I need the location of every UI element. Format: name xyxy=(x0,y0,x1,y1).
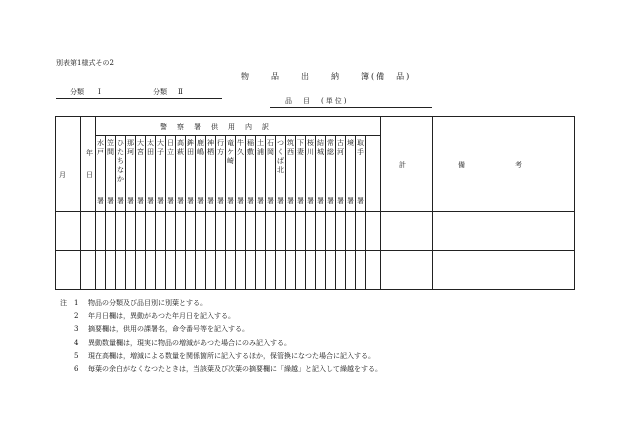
form-id: 別表第1様式その2 xyxy=(56,59,114,67)
note-number: 3 xyxy=(74,325,79,334)
station-suffix: 署 xyxy=(177,197,184,205)
station-suffix: 署 xyxy=(237,197,244,205)
station-name: 桜 川 xyxy=(307,139,314,156)
station-suffix: 署 xyxy=(97,197,104,205)
station-name: 鹿 嶋 xyxy=(197,139,204,156)
station-suffix: 署 xyxy=(197,197,204,205)
station-name: 竜 ケ 崎 xyxy=(227,139,234,165)
note-item xyxy=(60,337,382,350)
station-suffix: 署 xyxy=(297,197,304,205)
station-name: 日 立 xyxy=(167,139,174,156)
station-suffix: 署 xyxy=(307,197,314,205)
notes-section xyxy=(60,297,382,376)
station-suffix: 署 xyxy=(157,197,164,205)
station-suffix: 署 xyxy=(167,197,174,205)
note-item xyxy=(60,310,382,323)
station-name: 神 栖 xyxy=(207,139,214,156)
note-text: 年月日欄は，異動があつた年月日を記入する。 xyxy=(88,312,235,321)
grid-line xyxy=(365,136,366,289)
station-name: 鉾 田 xyxy=(187,139,194,156)
note-number: 6 xyxy=(74,365,79,374)
station-suffix: 署 xyxy=(277,197,284,205)
document-title: 物 品 出 納 簿(備 品) xyxy=(241,72,412,81)
station-suffix: 署 xyxy=(317,197,324,205)
classification-1-label: 分類 xyxy=(70,88,84,96)
station-name: 石 岡 xyxy=(267,139,274,156)
note-text: 毎葉の余白がなくなつたときは，当該葉及び次葉の摘要欄に「繰越」と記入して繰越をする。 xyxy=(88,365,382,374)
station-name: 稲 敷 xyxy=(247,139,254,156)
station-suffix: 署 xyxy=(137,197,144,205)
police-station-allocation-header: 警察署供用内訳 xyxy=(160,123,279,131)
station-name: ひ た ち な か xyxy=(117,139,124,183)
classification-underline xyxy=(56,98,222,99)
station-name: 行 方 xyxy=(217,139,224,156)
station-name: 常 総 xyxy=(327,139,334,156)
classification-2-value: Ⅱ xyxy=(178,88,183,96)
note-number: 4 xyxy=(74,338,79,347)
item-unit-label: 品 目 (単位) xyxy=(285,97,349,105)
station-name: 取 手 xyxy=(357,139,364,156)
station-name: 境 xyxy=(347,139,354,147)
station-name: つ く ば 北 xyxy=(277,139,284,174)
grid-line xyxy=(432,117,433,289)
note-text: 摘要欄は，供用の課署名，命令番号等を記入する。 xyxy=(88,325,249,334)
station-suffix: 署 xyxy=(327,197,334,205)
col-day-label: 日 xyxy=(86,171,93,179)
note-text: 現在高欄は，増減による数量を関係箇所に記入するほか，保管換になつた場合に記入する。 xyxy=(88,351,375,360)
notes-prefix: 注 xyxy=(60,299,67,307)
note-text: 物品の分類及び品目別に別葉とする。 xyxy=(88,299,207,307)
station-name: 水 戸 xyxy=(97,139,104,156)
station-suffix: 署 xyxy=(267,197,274,205)
station-name: 笠 間 xyxy=(107,139,114,156)
classification-2-label: 分類 xyxy=(153,88,167,96)
station-suffix: 署 xyxy=(347,197,354,205)
station-suffix: 署 xyxy=(287,197,294,205)
item-unit-underline xyxy=(270,107,432,108)
note-item xyxy=(60,323,382,336)
station-name: 大 子 xyxy=(157,139,164,156)
station-suffix: 署 xyxy=(207,197,214,205)
note-text: 異動数量欄は，現実に物品の増減があつた場合にのみ記入する。 xyxy=(88,338,291,347)
col-year-label: 年 xyxy=(86,149,93,157)
grid-line xyxy=(380,117,381,289)
station-name: 牛 久 xyxy=(237,139,244,156)
station-suffix: 署 xyxy=(117,197,124,205)
station-name: 筑 西 xyxy=(287,139,294,156)
note-number: 1 xyxy=(74,299,79,307)
station-name: 土 浦 xyxy=(257,139,264,156)
classification-1-value: Ⅰ xyxy=(98,88,101,96)
note-number: 2 xyxy=(74,312,79,321)
station-name: 那 珂 xyxy=(127,139,134,156)
grid-line xyxy=(95,135,380,136)
station-suffix: 署 xyxy=(217,197,224,205)
col-month-label: 月 xyxy=(59,171,66,179)
station-name: 太 田 xyxy=(147,139,154,156)
station-name: 大 宮 xyxy=(137,139,144,156)
station-name: 古 河 xyxy=(337,139,344,156)
station-suffix: 署 xyxy=(227,197,234,205)
station-suffix: 署 xyxy=(127,197,134,205)
note-item xyxy=(60,350,382,363)
note-item xyxy=(60,297,382,310)
station-suffix: 署 xyxy=(147,197,154,205)
station-suffix: 署 xyxy=(257,197,264,205)
station-name: 高 萩 xyxy=(177,139,184,156)
station-name: 下 妻 xyxy=(297,139,304,156)
col-remarks-label: 備考 xyxy=(458,161,572,169)
station-suffix: 署 xyxy=(107,197,114,205)
station-suffix: 署 xyxy=(187,197,194,205)
note-number: 5 xyxy=(74,351,79,360)
station-suffix: 署 xyxy=(357,197,364,205)
note-item xyxy=(60,363,382,376)
grid-line xyxy=(80,117,81,289)
station-name: 結 城 xyxy=(317,139,324,156)
station-suffix: 署 xyxy=(247,197,254,205)
col-total-label: 計 xyxy=(399,161,406,169)
station-suffix: 署 xyxy=(337,197,344,205)
